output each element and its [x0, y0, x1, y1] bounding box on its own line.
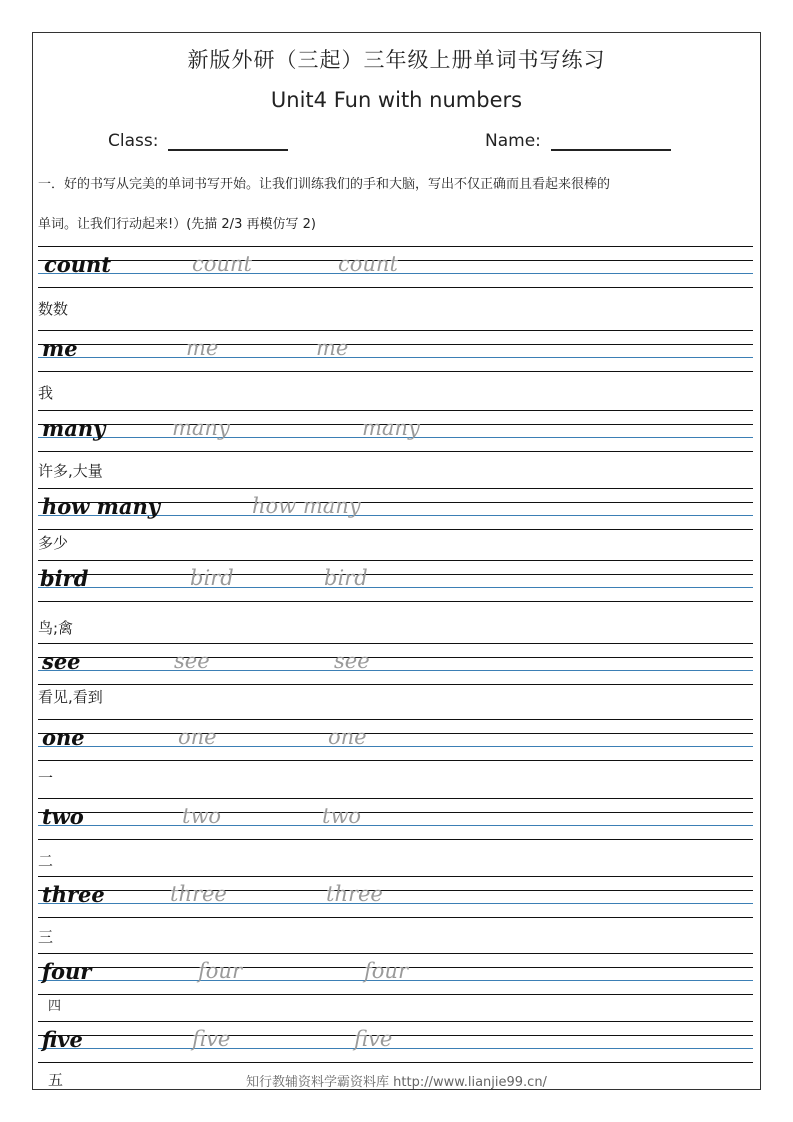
guide-line-baseline	[38, 1048, 753, 1049]
word-meaning: 看见,看到	[38, 688, 103, 706]
guide-line-baseline	[38, 746, 753, 747]
guide-line	[38, 733, 753, 734]
name-blank[interactable]	[551, 131, 671, 151]
word-model: five	[42, 1027, 83, 1052]
word-meaning: 二	[38, 852, 54, 870]
word-meaning: 许多,大量	[38, 462, 103, 480]
guide-line	[38, 344, 753, 345]
class-blank[interactable]	[168, 131, 288, 151]
word-trace: three	[326, 882, 383, 906]
guide-line	[38, 917, 753, 918]
word-trace: bird	[190, 566, 234, 590]
guide-line	[38, 890, 753, 891]
guide-line	[38, 574, 753, 575]
word-model: how many	[42, 494, 160, 519]
word-trace: four	[198, 959, 242, 983]
guide-line	[38, 371, 753, 372]
guide-line	[38, 246, 753, 247]
word-meaning: 我	[38, 384, 54, 402]
guide-line-baseline	[38, 903, 753, 904]
guide-line	[38, 529, 753, 530]
instruction-line-2: 单词。让我们行动起来!）(先描 2/3 再模仿写 2)	[38, 217, 316, 232]
word-meaning: 鸟;禽	[38, 619, 74, 637]
guide-line	[38, 684, 753, 685]
guide-line	[38, 560, 753, 561]
word-model: count	[44, 252, 112, 277]
instruction-line-1: 一．好的书写从完美的单词书写开始。让我们训练我们的手和大脑，写出不仅正确而且看起来很棒的	[38, 177, 611, 192]
word-trace: two	[182, 804, 222, 828]
guide-line	[38, 410, 753, 411]
guide-line	[38, 488, 753, 489]
guide-line	[38, 994, 753, 995]
guide-line	[38, 601, 753, 602]
guide-line	[38, 876, 753, 877]
word-trace: one	[178, 725, 217, 749]
word-meaning: 数数	[38, 300, 69, 318]
guide-line	[38, 330, 753, 331]
guide-line	[38, 839, 753, 840]
guide-line-baseline	[38, 587, 753, 588]
word-trace: bird	[324, 566, 368, 590]
word-trace: one	[328, 725, 367, 749]
word-model: four	[42, 959, 92, 984]
guide-line	[38, 1062, 753, 1063]
word-trace: count	[192, 252, 252, 276]
guide-line	[38, 1035, 753, 1036]
word-meaning: 四	[48, 999, 62, 1014]
guide-line	[38, 1021, 753, 1022]
guide-line	[38, 451, 753, 452]
word-trace: five	[354, 1027, 393, 1051]
word-model: many	[42, 416, 106, 441]
word-model: bird	[40, 566, 89, 591]
word-model: two	[42, 804, 84, 829]
guide-line-baseline	[38, 357, 753, 358]
guide-line	[38, 657, 753, 658]
word-trace: see	[334, 649, 370, 673]
word-trace: me	[316, 336, 349, 360]
page-title: 新版外研（三起）三年级上册单词书写练习	[187, 48, 606, 72]
word-model: see	[42, 649, 81, 674]
guide-line	[38, 287, 753, 288]
class-field	[108, 131, 288, 151]
guide-line	[38, 812, 753, 813]
guide-line	[38, 798, 753, 799]
unit-subtitle: Unit4 Fun with numbers	[270, 88, 523, 112]
guide-line	[38, 953, 753, 954]
footer-watermark: 知行教辅资料学霸资料库 http://www.lianjie99.cn/	[246, 1075, 547, 1090]
word-model: one	[42, 725, 85, 750]
name-field	[485, 131, 671, 151]
word-meaning: 三	[38, 928, 54, 946]
word-trace: two	[322, 804, 362, 828]
word-trace: count	[338, 252, 398, 276]
word-model: three	[42, 882, 105, 907]
name-label: Name:	[485, 131, 541, 151]
class-label: Class:	[108, 131, 159, 151]
word-trace: many	[362, 416, 420, 440]
word-trace: four	[364, 959, 408, 983]
word-trace: how many	[252, 494, 361, 518]
word-trace: many	[172, 416, 230, 440]
word-trace: three	[170, 882, 227, 906]
word-model: me	[42, 336, 78, 361]
guide-line	[38, 643, 753, 644]
guide-line-baseline	[38, 825, 753, 826]
word-meaning: 一	[38, 769, 54, 787]
guide-line	[38, 719, 753, 720]
guide-line-baseline	[38, 670, 753, 671]
word-trace: five	[192, 1027, 231, 1051]
word-meaning: 多少	[38, 534, 69, 552]
word-meaning: 五	[48, 1071, 64, 1089]
word-trace: see	[174, 649, 210, 673]
word-trace: me	[186, 336, 219, 360]
guide-line	[38, 760, 753, 761]
